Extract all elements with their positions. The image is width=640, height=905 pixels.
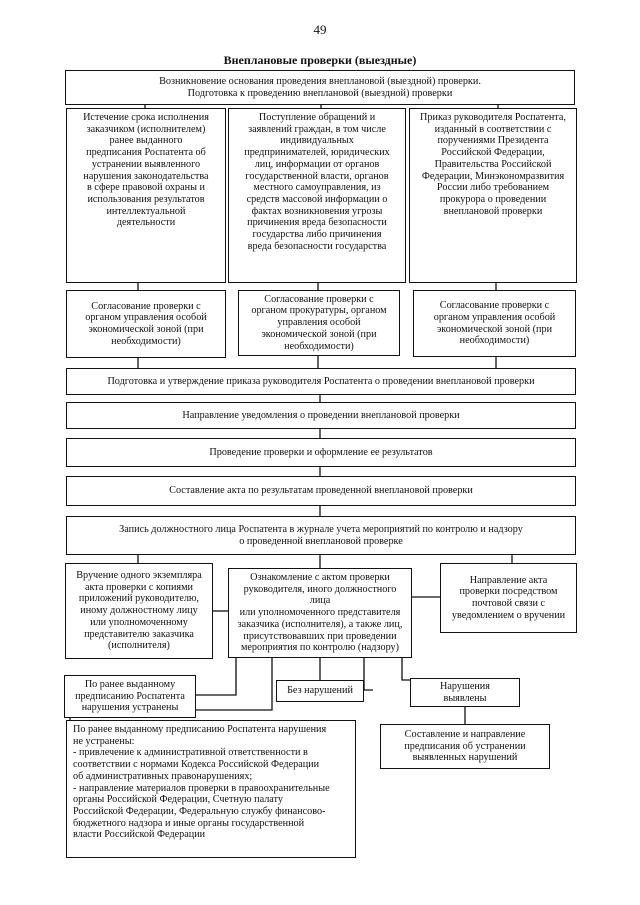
diagram-title: Внеплановые проверки (выездные) (223, 53, 417, 67)
box-fixed: По ранее выданному предписанию Роспатента нарушения устранены (64, 675, 196, 718)
box-reason-appeals: Поступление обращений и заявлений граждан, в том числе индивидуальных предпринимателей, юридических лиц, информации от органов государственной власти, органов местного самоуправления, из средств массовой информации о фактах возникновения угрозы причинения вреда безопасности государства либо причинения вреда безопасности государства (228, 108, 406, 283)
page-number: 49 (313, 22, 327, 37)
box-start: Возникновение основания проведения внеплановой (выездной) проверки. Подготовка к проведению внеплановой (выездной) проверки (65, 70, 575, 105)
box-familiarize: Ознакомление с актом проверки руководителя, иного должностного лица или уполномоченного представителя заказчика (исполнителя), а также лиц, присутствовавших при проведении мероприятия по контролю (надзору) (228, 568, 412, 658)
box-approval-sez-2: Согласование проверки с органом управления особой экономической зоной (при необходимости) (413, 290, 576, 357)
box-order: Подготовка и утверждение приказа руководителя Роспатента о проведении внеплановой проверки (66, 368, 576, 395)
box-handover: Вручение одного экземпляра акта проверки с копиями приложений руководителю, иному должностному лицу или уполномоченному представителю заказчика (исполнителя) (65, 563, 213, 659)
box-reason-order: Приказ руководителя Роспатента, изданный в соответствии с поручениями Президента Российской Федерации, Правительства Российской Федерации, Минэкономразвития России либо требованием прокурора о проведении внеплановой проверки (409, 108, 577, 283)
box-conduct: Проведение проверки и оформление ее результатов (66, 438, 576, 467)
box-reason-deadline: Истечение срока исполнения заказчиком (исполнителем) ранее выданного предписания Роспатента об устранении выявленного нарушения законодательства в сфере правовой охраны и использования результатов интеллектуальной деятельности (66, 108, 226, 283)
box-approval-sez-1: Согласование проверки с органом управления особой экономической зоной (при необходимости) (66, 290, 226, 358)
box-approval-prosecutor: Согласование проверки с органом прокуратуры, органом управления особой экономической зоной (при необходимости) (238, 290, 400, 356)
box-not-fixed: По ранее выданному предписанию Роспатента нарушения не устранены: - привлечение к административной ответственности в соответствии с нормами Кодекса Российской Федерации об административных правонарушениях; - направление материалов проверки в правоохранительные органы Российской Федерации, Счетную палату Российской Федерации, Федеральную службу финансово- бюджетного надзора и иные органы государственной власти Российской Федерации (66, 720, 356, 858)
box-prescription: Составление и направление предписания об устранении выявленных нарушений (380, 724, 550, 769)
box-no-violations: Без нарушений (276, 680, 364, 702)
box-act: Составление акта по результатам проведенной внеплановой проверки (66, 476, 576, 506)
box-notice: Направление уведомления о проведении внеплановой проверки (66, 402, 576, 429)
box-violations-found: Нарушения выявлены (410, 678, 520, 707)
box-journal: Запись должностного лица Роспатента в журнале учета мероприятий по контролю и надзору о проведенной внеплановой проверке (66, 516, 576, 555)
box-mail: Направление акта проверки посредством почтовой связи с уведомлением о вручении (440, 563, 577, 633)
